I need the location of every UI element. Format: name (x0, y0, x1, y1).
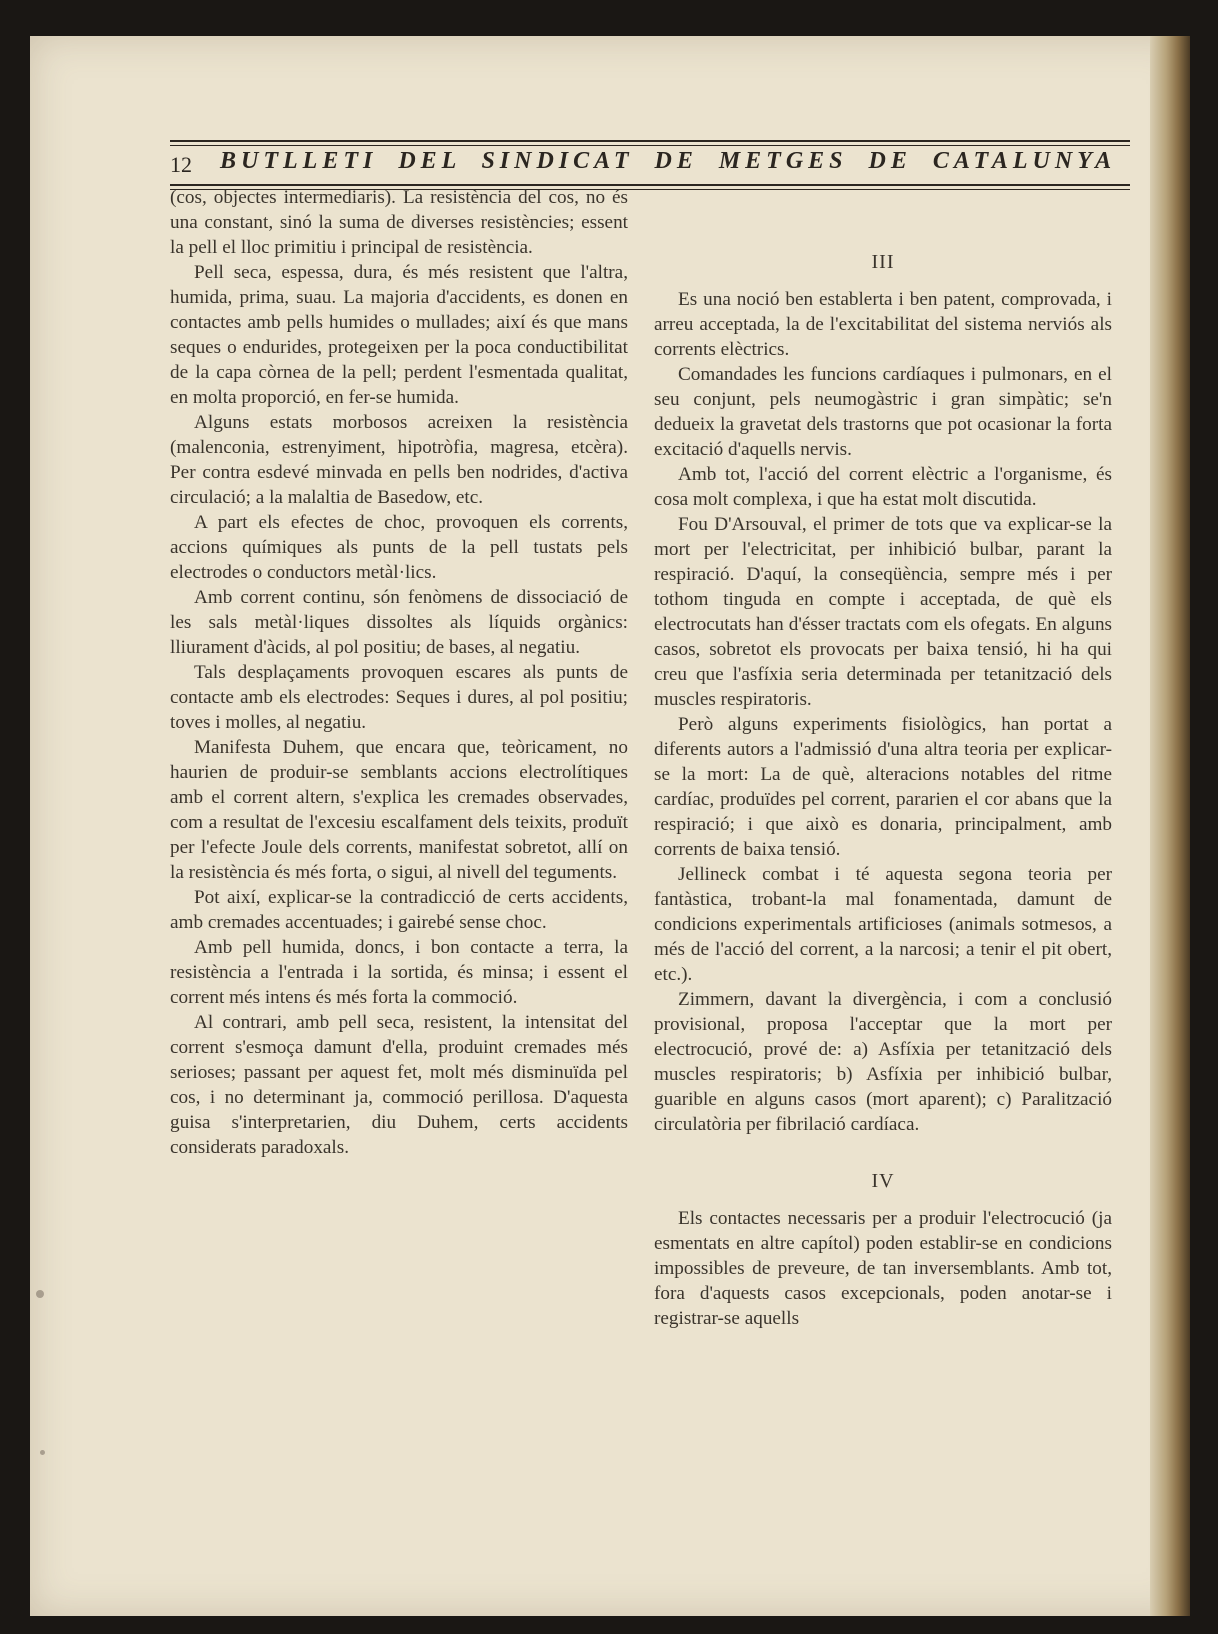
right-column (654, 250, 1112, 1331)
paragraph: Es una noció ben establerta i ben patent, comprovada, i arreu acceptada, la de l'excitabilitat del sistema nerviós als corrents elèctrics. (654, 289, 1112, 360)
paragraph: Manifesta Duhem, que encara que, teòricament, no haurien de produir-se semblants accions electrolítiques amb el corrent altern, s'explica les cremades observades, com a resultat de l'excesiu escalfament dels teixits, produït per l'efecte Joule dels corrents, manifestat sobretot, allí on la resistència és més forta, o sigui, al nivell del teguments. (170, 737, 628, 883)
header-rule-top-thin (170, 145, 1130, 146)
paragraph: Pot així, explicar-se la contradicció de certs accidents, amb cremades accentuades; i gairebé sense choc. (170, 887, 628, 933)
left-column (170, 185, 628, 1160)
paragraph: Jellineck combat i té aquesta segona teoria per fantàstica, trobant-la mal fonamentada, damunt de condicions experimentals artificioses (animals sotmesos, a més de l'acció del corrent, a la narcosi; a tenir el pit obert, etc.). (654, 864, 1112, 985)
paragraph: Els contactes necessaris per a produir l'electrocució (ja esmentats en altre capítol) poden establir-se en condicions impossibles de preveure, de tan inversemblants. Amb tot, fora d'aquests casos excepcionals, poden anotar-se i registrar-se aquells (654, 1208, 1112, 1329)
paragraph: Tals desplaçaments provoquen escares als punts de contacte amb els electrodes: Seques i dures, al pol positiu; toves i molles, al negatiu. (170, 662, 628, 733)
paragraph: Fou D'Arsouval, el primer de tots que va explicar-se la mort per l'electricitat, per inhibició bulbar, parant la respiració. D'aquí, la conseqüència, sempre més i per tothom tinguda en compte i acceptada, de què els electrocutats han d'ésser tractats com els ofegats. En alguns casos, sobretot els provocats per baixa tensió, hi ha qui creu que l'asfíxia seria determinada per tetanització dels muscles respiratoris. (654, 514, 1112, 710)
paragraph: Però alguns experiments fisiològics, han portat a diferents autors a l'admissió d'una altra teoria per explicar-se la mort: La de què, alteracions notables del ritme cardíac, produïdes pel corrent, pararien el cor abans que la respiració; i que això es donaria, principalment, amb corrents de baixa tensió. (654, 714, 1112, 860)
paragraph: Amb pell humida, doncs, i bon contacte a terra, la resistència a l'entrada i la sortida, és minsa; i essent el corrent més intens és més forta la commoció. (170, 937, 628, 1008)
ink-smudge (36, 1290, 44, 1298)
header-rule-top (170, 140, 1130, 142)
paragraph: Comandades les funcions cardíaques i pulmonars, en el seu conjunt, pels neumogàstric i gran simpàtic; se'n dedueix la gravetat dels trastorns que pot ocasionar la forta excitació d'aquells nervis. (654, 364, 1112, 460)
paragraph: Pell seca, espessa, dura, és més resistent que l'altra, humida, prima, suau. La majoria d'accidents, es donen en contactes amb pells humides o mullades; així és que mans seques o endurides, protegeixen per la poca conductibilitat de la capa còrnea de la pell; perdent l'esmentada qualitat, en molta proporció, en fer-se humida. (170, 262, 628, 408)
paragraph: (cos, objectes intermediaris). La resistència del cos, no és una constant, sinó la suma de diverses resistències; essent la pell el lloc primitiu i principal de resistència. (170, 187, 628, 258)
journal-title: BUTLLETI DEL SINDICAT DE METGES DE CATALUNYA (220, 148, 1117, 174)
paragraph: Alguns estats morbosos acreixen la resistència (malenconia, estrenyiment, hipotròfia, magresa, etcèra). Per contra esdevé minvada en pells ben nodrides, d'activa circulació; a la malaltia de Basedow, etc. (170, 412, 628, 508)
section-heading-iv: IV (871, 1170, 895, 1192)
ink-smudge (40, 1450, 45, 1455)
paragraph: Amb tot, l'acció del corrent elèctric a l'organisme, és cosa molt complexa, i que ha estat molt discutida. (654, 464, 1112, 510)
book-binding-edge (1150, 36, 1190, 1616)
page-number: 12 (170, 152, 192, 177)
paragraph: Al contrari, amb pell seca, resistent, la intensitat del corrent s'esmoça damunt d'ella, produint cremades més serioses; passant per aquest fet, molt més disminuïda pel cos, i no determinant ja, commoció perillosa. D'aquesta guisa s'interpretarien, diu Duhem, certs accidents considerats paradoxals. (170, 1012, 628, 1158)
paragraph: A part els efectes de choc, provoquen els corrents, accions químiques als punts de la pell tustats pels electrodes o conductors metàl·lics. (170, 512, 628, 583)
paragraph: Amb corrent continu, són fenòmens de dissociació de les sals metàl·liques dissoltes als líquids orgànics: lliurament d'àcids, al pol positiu; de bases, al negatiu. (170, 587, 628, 658)
paragraph: Zimmern, davant la divergència, i com a conclusió provisional, proposa l'acceptar que la mort per electrocució, prové de: a) Asfíxia per tetanització dels muscles respiratoris; b) Asfíxia per inhibició bulbar, guarible en alguns casos (mort aparent); c) Paralització circulatòria per fibrilació cardíaca. (654, 989, 1112, 1135)
section-heading-iii: III (871, 251, 895, 273)
running-header (170, 96, 1130, 186)
